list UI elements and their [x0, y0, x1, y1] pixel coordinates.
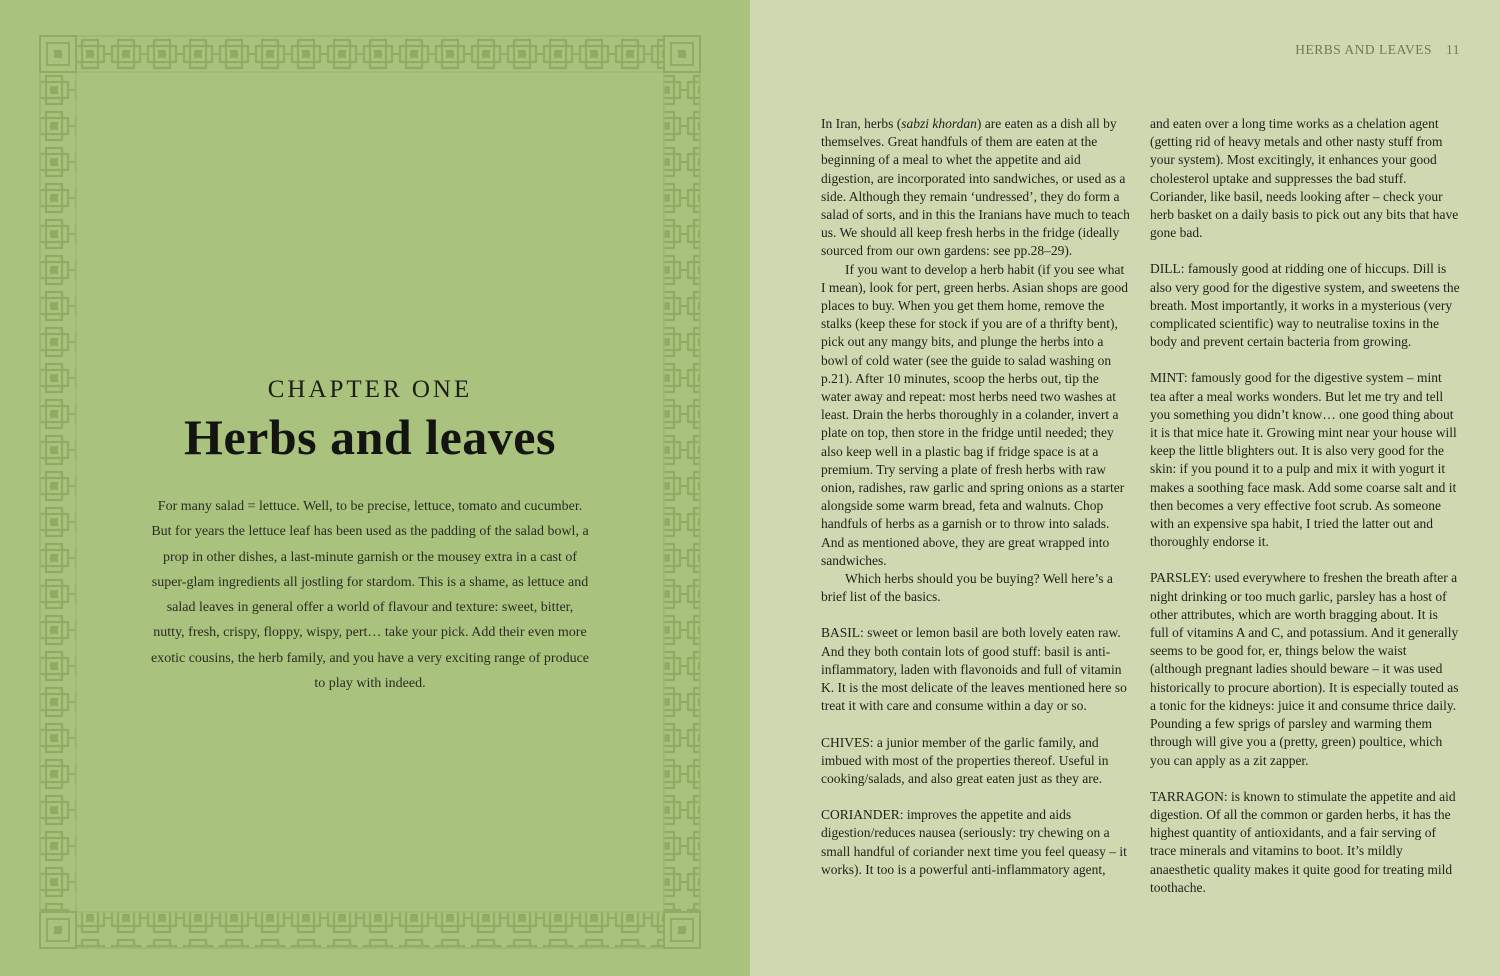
herb-entry-basil: BASIL: sweet or lemon basil are both lovely eaten raw. And they both contain lots of good stuff: basil is anti-inflammatory, laden with flavonoids and full of vitamin K. It is the most delicate of the leaves mentioned here so treat it with care and consume within a day or so.	[821, 625, 1127, 714]
herb-entry-tarragon: TARRAGON: is known to stimulate the appetite and aid digestion. Of all the common or garden herbs, it has the highest quantity of antioxidants, and a fair serving of trace minerals and vitamins to boot. It’s mildly anaesthetic quality makes it quite good for treating mild toothache.	[1150, 788, 1456, 895]
italic-term: sabzi khordan	[901, 116, 977, 131]
paragraph-which-herbs: Which herbs should you be buying? Well here’s a brief list of the basics.	[821, 571, 1113, 605]
herb-entry-coriander-continued: and eaten over a long time works as a chelation agent (getting rid of heavy metals and other nasty stuff from your system). Most excitingly, it enhances your good cholesterol uptake and suppresses the bad stuff. Coriander, like basil, needs looking after – check your herb basket on a daily basis to pick out any bits that have gone bad.	[1150, 116, 1459, 241]
herb-entry-coriander: CORIANDER: improves the appetite and aids digestion/reduces nausea (seriously: try chewing on a small handful of coriander next time you feel queasy – it works). It too is a powerful anti-inflammatory agent,	[821, 807, 1127, 877]
chapter-intro: For many salad = lettuce. Well, to be precise, lettuce, tomato and cucumber. But for years the lettuce leaf has been used as the padding of the salad bowl, a prop in other dishes, a last-minute garnish or the mousey extra in a cast of super-glam ingredients all jostling for stardom. This is a shame, as lettuce and salad leaves in general offer a world of flavour and texture: sweet, bitter, nutty, fresh, crispy, floppy, wispy, pert… take your pick. Add their even more exotic cousins, the herb family, and you have a very exciting range of produce to play with indeed.	[151, 499, 589, 692]
herb-entry-dill: DILL: famously good at ridding one of hiccups. Dill is also very good for the digestive system, and sweetens the breath. Most importantly, it works in a mysterious (very complicated scientific) way to neutralise toxins in the body and prevent certain bacteria from growing.	[1150, 261, 1460, 350]
text-column-left	[821, 115, 1131, 879]
herb-entry-mint: MINT: famously good for the digestive system – mint tea after a meal works wonders. But let me try and tell you something you didn’t know… one good thing about it is that mice hate it. Growing mint near your house will keep the little blighters out. It is also very good for the skin: if you pound it to a pulp and mix it with yogurt it makes a soothing face mask. Add some coarse salt and it then becomes a very effective foot scrub. As someone with an expensive spa habit, I tried the latter out and thoroughly endorse it.	[1150, 370, 1457, 550]
paragraph-iran: In Iran, herbs (sabzi khordan) are eaten as a dish all by themselves. Great handfuls of them are eaten at the beginning of a meal to whet the appetite and aid digestion, are incorporated into sandwiches, or used as a side. Although they remain ‘undressed’, they do form a salad of sorts, and in this the Iranians have much to teach us. We should all keep fresh herbs in the fridge (ideally sourced from our own gardens: see pp.28–29).	[821, 116, 1130, 259]
herb-entry-parsley: PARSLEY: used everywhere to freshen the breath after a night drinking or too much garlic, parsley has a host of other attributes, which are worth bragging about. It is full of vitamins A and C, and potassium. And it generally seems to be good for, er, things below the waist (although pregnant ladies should beware – it was used historically to procure abortion). It is especially touted as a tonic for the kidneys: juice it and consume thrice daily. Pounding a few sprigs of parsley and warming them through will give you a (pretty, green) poultice, which you can apply as a zit zapper.	[1150, 570, 1459, 768]
page-number: 11	[1446, 42, 1460, 57]
chapter-title: Herbs and leaves	[184, 409, 556, 465]
right-page	[750, 0, 1500, 976]
running-head	[1295, 42, 1460, 58]
paragraph-herb-habit: If you want to develop a herb habit (if you see what I mean), look for pert, green herbs. Asian shops are good places to buy. When you get them home, remove the stalks (keep these for stock if you are of a thrifty bent), pick out any mangy bits, and plunge the herbs into a bowl of cold water (see the guide to salad washing on p.21). After 10 minutes, scoop the herbs out, tip the water away and repeat: most herbs need two washes at least. Drain the herbs thoroughly in a colander, invert a plate on top, then store in the fridge until needed; they also keep well in a plastic bag if fridge space is at a premium. Try serving a plate of fresh herbs with raw onion, radishes, raw garlic and spring onions as a starter alongside some warm bread, feta and walnuts. Chop handfuls of herbs as a garnish or to throw into salads. And as mentioned above, they are great wrapped into sandwiches.	[821, 261, 1129, 568]
chapter-label: CHAPTER ONE	[267, 376, 473, 403]
herb-entry-chives: CHIVES: a junior member of the garlic family, and imbued with most of the properties thereof. Useful in cooking/salads, and also great eaten just as they are.	[821, 734, 1109, 786]
running-head-title: HERBS AND LEAVES	[1295, 42, 1432, 57]
text-column-right	[1150, 115, 1460, 897]
